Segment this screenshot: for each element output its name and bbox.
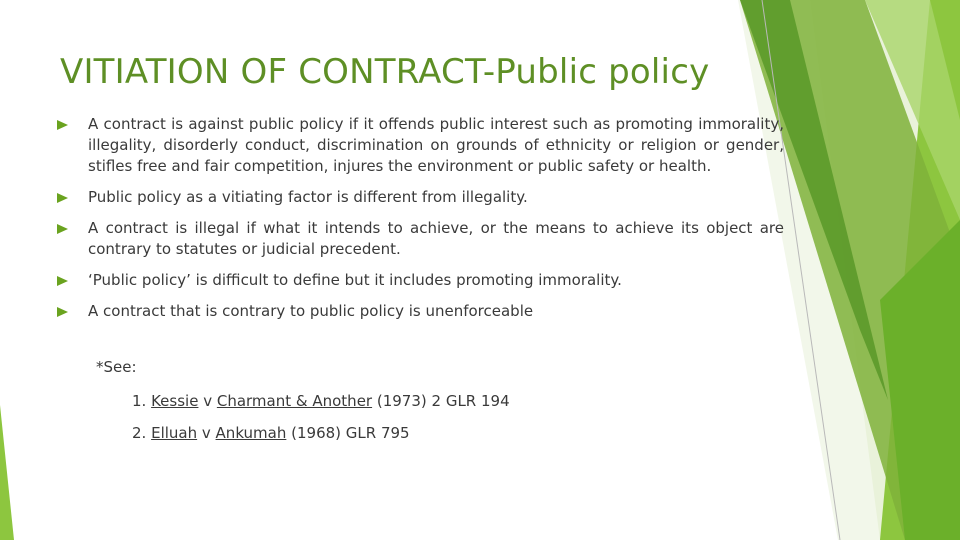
bullet-item	[54, 187, 784, 208]
see-label: *See:	[96, 358, 137, 376]
bullet-item	[54, 218, 784, 260]
triangle-right-icon	[57, 193, 68, 203]
triangle-right-icon	[57, 224, 68, 234]
case-party-2: Charmant & Another	[216, 392, 373, 410]
case-versus: v	[197, 424, 216, 442]
case-reference: (1968) GLR 795	[286, 424, 410, 442]
bullet-text: A contract is against public policy if it offends public interest such as promoting immorality, illegality, disorderly conduct, discrimination on grounds of ethnicity or religion or gender, stifles free and fair competition, injures the environment or public safety or health.	[88, 115, 784, 175]
left-accent-shape	[0, 405, 14, 540]
bullet-item	[54, 270, 784, 291]
case-party-1: Kessie	[151, 392, 199, 410]
bullet-text: Public policy as a vitiating factor is different from illegality.	[88, 188, 528, 206]
case-party-1: Elluah	[151, 424, 198, 442]
case-citation	[132, 392, 510, 410]
triangle-right-icon	[57, 307, 68, 317]
bullet-text: A contract that is contrary to public policy is unenforceable	[88, 302, 534, 320]
bullet-text: A contract is illegal if what it intends to achieve, or the means to achieve its object are contrary to statutes or judicial precedent.	[88, 219, 784, 258]
case-citation	[132, 424, 410, 442]
triangle-right-icon	[57, 120, 68, 130]
bullet-list	[54, 114, 784, 332]
bullet-item	[54, 301, 784, 322]
case-versus: v	[198, 392, 217, 410]
bullet-item	[54, 114, 784, 177]
case-number: 1.	[132, 392, 152, 410]
case-reference: (1973) 2 GLR 194	[372, 392, 510, 410]
slide-title: VITIATION OF CONTRACT-Public policy	[60, 52, 710, 92]
bullet-text: ‘Public policy’ is difficult to define but it includes promoting immorality.	[88, 271, 622, 289]
case-party-2: Ankumah	[215, 424, 287, 442]
triangle-right-icon	[57, 276, 68, 286]
case-number: 2.	[132, 424, 152, 442]
